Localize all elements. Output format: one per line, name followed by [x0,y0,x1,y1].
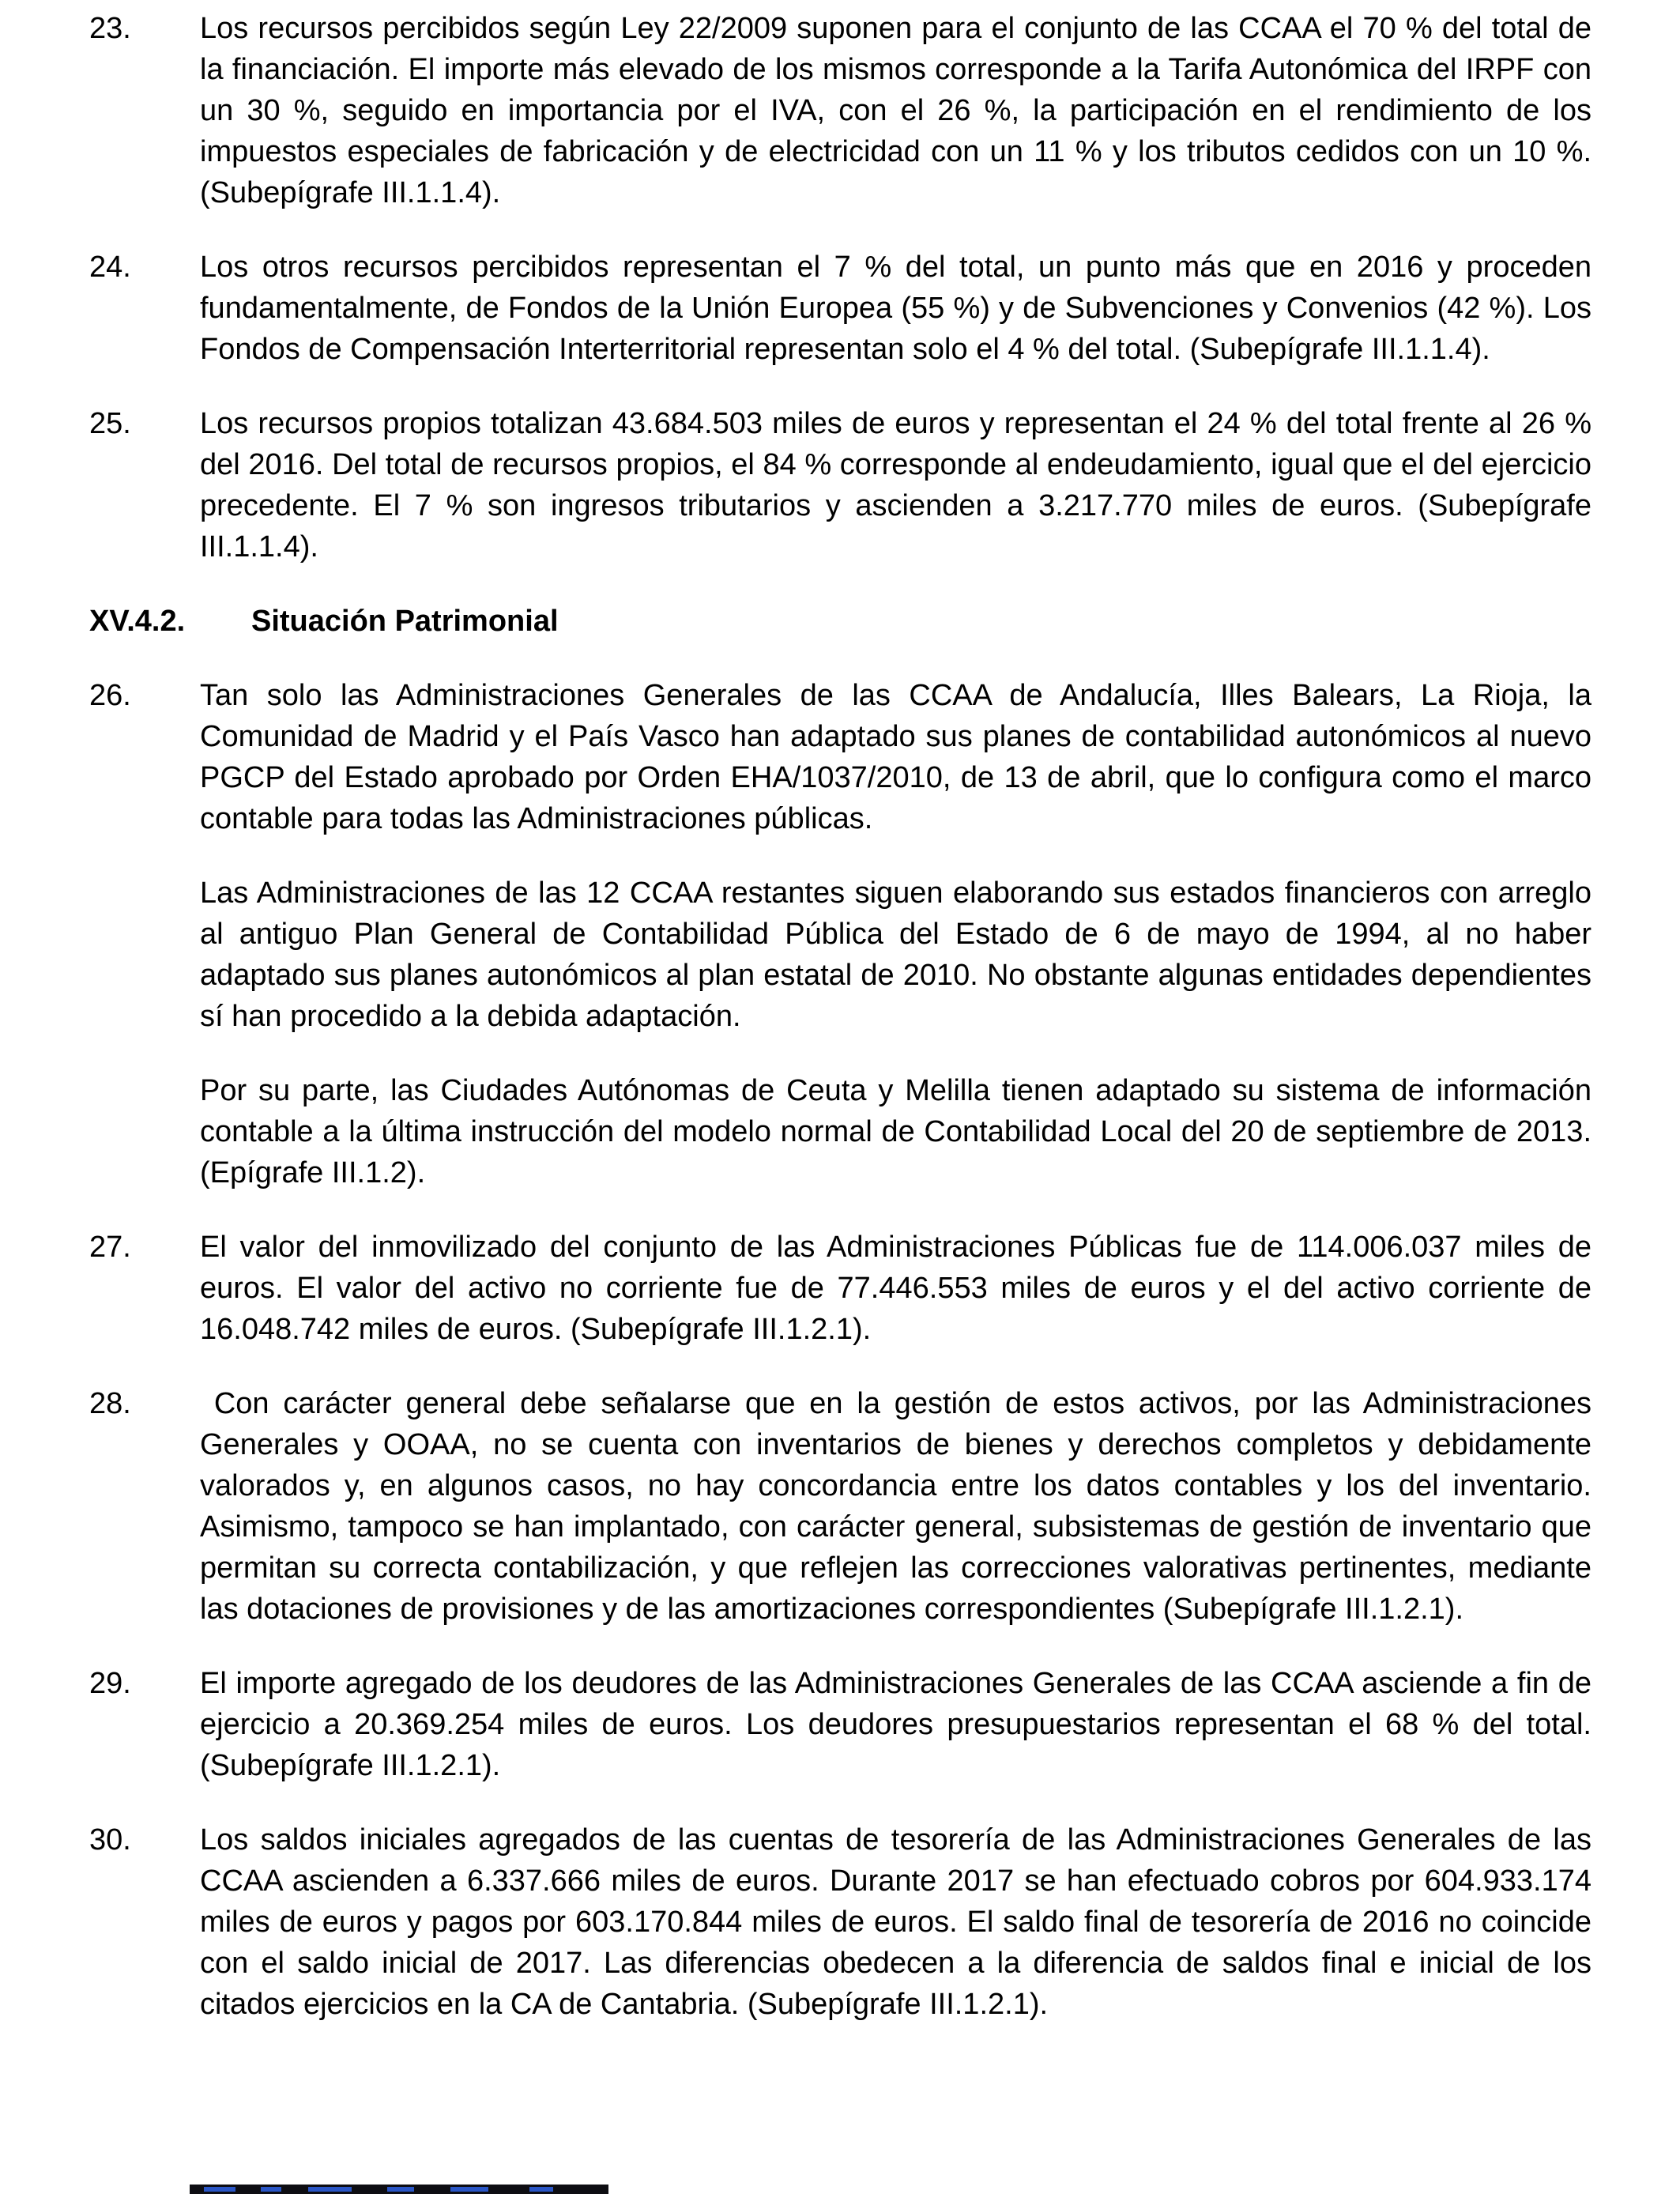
paragraph-number: 29. [89,1667,131,1700]
bottom-strip-mark [387,2187,414,2192]
paragraph-number: 30. [89,1823,131,1857]
paragraph-24 [89,247,1591,403]
paragraph-text: Los saldos iniciales agregados de las cuentas de tesorería de las Administraciones Generales de las CCAA ascienden a 6.337.666 miles de euros. Durante 2017 se han efectuado cobros por 604.933.174 miles de euros y pagos por 603.170.844 miles de euros. El saldo final de tesorería de 2016 no coincide con el saldo inicial de 2017. Las diferencias obedecen a la diferencia de saldos final e inicial de los citados ejercicios en la CA de Cantabria. (Subepígrafe III.1.2.1). [200,1823,1591,2021]
bottom-strip-mark [261,2187,281,2192]
bottom-strip-mark [529,2187,553,2192]
paragraph-text: Las Administraciones de las 12 CCAA restantes siguen elaborando sus estados financieros con arreglo al antiguo Plan General de Contabilidad Pública del Estado de 6 de mayo de 1994, al no haber adaptado sus planes autonómicos al plan estatal de 2010. No obstante algunas entidades dependientes sí han procedido a la debida adaptación. [200,876,1591,1033]
paragraph-number: 25. [89,407,131,440]
paragraph-number: 26. [89,679,131,712]
bottom-strip-mark [204,2187,235,2192]
paragraph-text: El valor del inmovilizado del conjunto de las Administraciones Públicas fue de 114.006.037 miles de euros. El valor del activo no corriente fue de 77.446.553 miles de euros y el del activo corriente de 16.048.742 miles de euros. (Subepígrafe III.1.2.1). [200,1231,1591,1346]
paragraph-number: 27. [89,1231,131,1264]
paragraph-29 [89,1663,1591,1819]
paragraph-30 [89,1819,1591,2058]
paragraph-text: Con carácter general debe señalarse que en la gestión de estos activos, por las Administraciones Generales y OOAA, no se cuenta con inventarios de bienes y derechos completos y debidamente valorados y, en algunos casos, no hay concordancia entre los datos contables y los del inventario. Asimismo, tampoco se han implantado, con carácter general, subsistemas de gestión de inventario que permitan su correcta contabilización, y que reflejen las correcciones valorativas pertinentes, mediante las dotaciones de provisiones y de las amortizaciones correspondientes (Subepígrafe III.1.2.1). [200,1387,1591,1626]
paragraph-number: 28. [89,1387,131,1420]
paragraph-number: 24. [89,251,131,284]
paragraph-28 [89,1383,1591,1663]
page-bottom-strip [190,2185,608,2194]
paragraph-text: Tan solo las Administraciones Generales de las CCAA de Andalucía, Illes Balears, La Rioja, la Comunidad de Madrid y el País Vasco han adaptado sus planes de contabilidad autonómicos al nuevo PGCP del Estado aprobado por Orden EHA/1037/2010, de 13 de abril, que lo configura como el marco contable para todas las Administraciones públicas. [200,679,1591,835]
paragraph-text: Los recursos percibidos según Ley 22/2009 suponen para el conjunto de las CCAA el 70 % del total de la financiación. El importe más elevado de los mismos corresponde a la Tarifa Autonómica del IRPF con un 30 %, seguido en importancia por el IVA, con el 26 %, la participación en el rendimiento de los impuestos especiales de fabricación y de electricidad con un 11 % y los tributos cedidos con un 10 %. (Subepígrafe III.1.1.4). [200,12,1591,209]
section-heading-number: XV.4.2. [89,605,186,638]
paragraph-text: Los otros recursos percibidos representan el 7 % del total, un punto más que en 2016 y proceden fundamentalmente, de Fondos de la Unión Europea (55 %) y de Subvenciones y Convenios (42 %). Los Fondos de Compensación Interterritorial representan solo el 4 % del total. (Subepígrafe III.1.1.4). [200,251,1591,366]
paragraph-23 [89,8,1591,247]
paragraph-25 [89,403,1591,601]
paragraph-27 [89,1227,1591,1383]
paragraph-text: Los recursos propios totalizan 43.684.503 miles de euros y representan el 24 % del total frente al 26 % del 2016. Del total de recursos propios, el 84 % corresponde al endeudamiento, igual que el del ejercicio precedente. El 7 % son ingresos tributarios y ascienden a 3.217.770 miles de euros. (Subepígrafe III.1.1.4). [200,407,1591,564]
bottom-strip-mark [450,2187,488,2192]
paragraph-text: El importe agregado de los deudores de las Administraciones Generales de las CCAA asciende a fin de ejercicio a 20.369.254 miles de euros. Los deudores presupuestarios representan el 68 % del total. (Subepígrafe III.1.2.1). [200,1667,1591,1782]
paragraph-number: 23. [89,12,131,45]
section-heading [89,601,1591,642]
bottom-strip-mark [308,2187,352,2192]
paragraph-26 [89,675,1591,1227]
section-heading-title: Situación Patrimonial [251,605,559,638]
paragraph-text: Por su parte, las Ciudades Autónomas de Ceuta y Melilla tienen adaptado su sistema de información contable a la última instrucción del modelo normal de Contabilidad Local del 20 de septiembre de 2013. (Epígrafe III.1.2). [200,1074,1591,1189]
